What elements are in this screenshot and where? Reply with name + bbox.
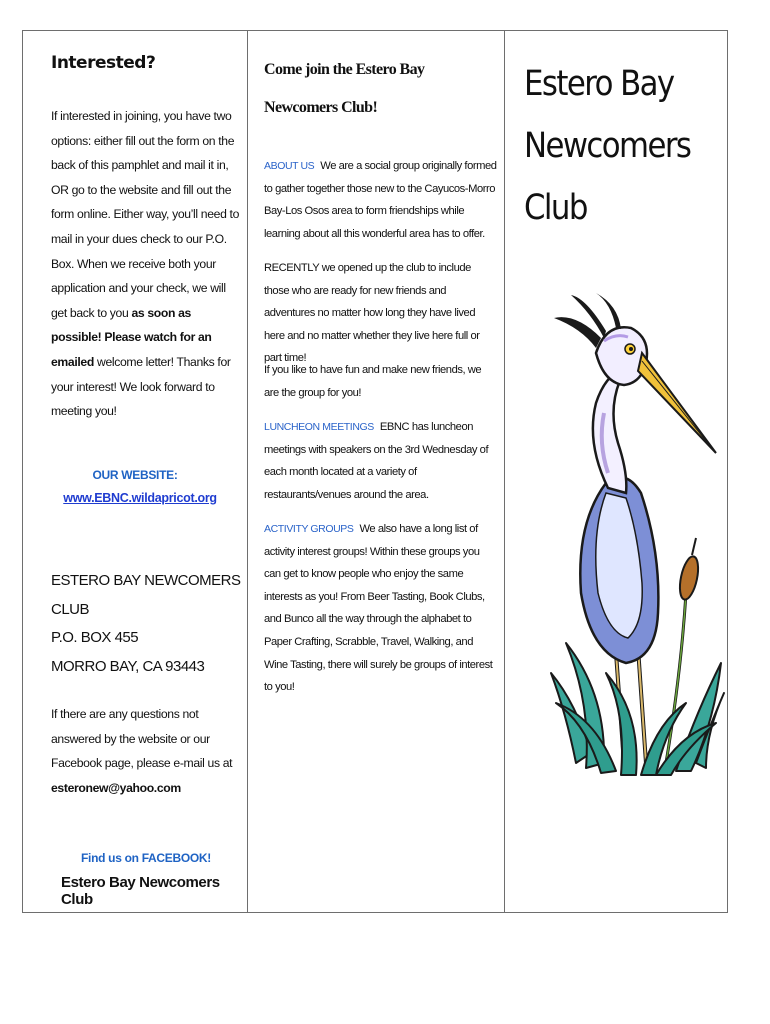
- luncheon-paragraph: [264, 416, 498, 506]
- website-link[interactable]: www.EBNC.wildapricot.org: [63, 491, 217, 505]
- join-instructions: [51, 104, 241, 424]
- questions-text: [51, 702, 241, 800]
- address-line-1: ESTERO BAY NEWCOMERS: [51, 572, 241, 589]
- cover-title-line-3: Club: [524, 188, 587, 228]
- left-panel: [23, 31, 247, 912]
- facebook-label: Find us on FACEBOOK!: [81, 851, 211, 865]
- luncheon-text: EBNC has luncheon meetings with speakers on the 3rd Wednesday of each month located at a variety of restaurants/venues around the area.: [264, 421, 489, 501]
- address-line-4: MORRO BAY, CA 93443: [51, 657, 205, 675]
- address-line-2: CLUB: [51, 600, 90, 618]
- join-text-bold: as soon as possible! Please watch for an emailed: [51, 305, 212, 369]
- brochure-page: [22, 30, 728, 913]
- facebook-page-name: Estero Bay Newcomers Club: [61, 874, 220, 908]
- activity-text: We also have a long list of activity interest groups! Within these groups you can get to know people who enjoy the same interests as you! From Beer Tasting, Book Clubs, and Bunco all the way through the alphabet to Paper Crafting, Scrabble, Travel, Walking, and Wine Tasting, there will surely be groups of interest to you!: [264, 523, 493, 694]
- join-text-part-2: welcome letter! Thanks for your interest! We look forward to meeting you!: [51, 354, 231, 419]
- fun-paragraph: If you like to have fun and make new friends, we are the group for you!: [264, 364, 482, 399]
- join-heading: Come join the Estero Bay Newcomers Club!: [264, 61, 425, 116]
- about-us-paragraph: [264, 155, 498, 245]
- luncheon-label: LUNCHEON MEETINGS: [264, 421, 374, 433]
- cover-title-line-1: Estero Bay: [524, 64, 674, 104]
- activity-paragraph: [264, 518, 498, 699]
- cover-title-line-2: Newcomers: [524, 126, 691, 166]
- right-panel: [506, 31, 728, 912]
- contact-email[interactable]: esteronew@yahoo.com: [51, 780, 181, 795]
- questions-body: If there are any questions not answered by the website or our Facebook page, please e-mail us at: [51, 707, 233, 771]
- cover-title: [524, 53, 690, 239]
- heron-illustration-icon: [546, 293, 726, 793]
- middle-panel: [248, 31, 505, 912]
- mailing-address: [51, 567, 240, 681]
- recently-paragraph: RECENTLY we opened up the club to include those who are ready for new friends and adventures no matter how long they have lived here and no matter whether they live here full or part time!: [264, 262, 480, 365]
- interested-heading: Interested?: [51, 53, 156, 73]
- address-line-3: P.O. BOX 455: [51, 629, 139, 646]
- activity-label: ACTIVITY GROUPS: [264, 523, 354, 535]
- join-text-part-1: If interested in joining, you have two options: either fill out the form on the back of this pamphlet and mail it in, OR go to the website and fill out the form online. Either way, you’ll need to mail in your dues check to our P.O. Box. When we receive both your application and your check, we will get back to you: [51, 109, 239, 320]
- website-label: OUR WEBSITE:: [92, 468, 178, 482]
- about-us-text: We are a social group originally formed to gather together those new to the Cayucos-Morro Bay-Los Osos area to form friendships while learning about all this wonderful area has to offer.: [264, 160, 497, 240]
- about-us-label: ABOUT US: [264, 160, 315, 172]
